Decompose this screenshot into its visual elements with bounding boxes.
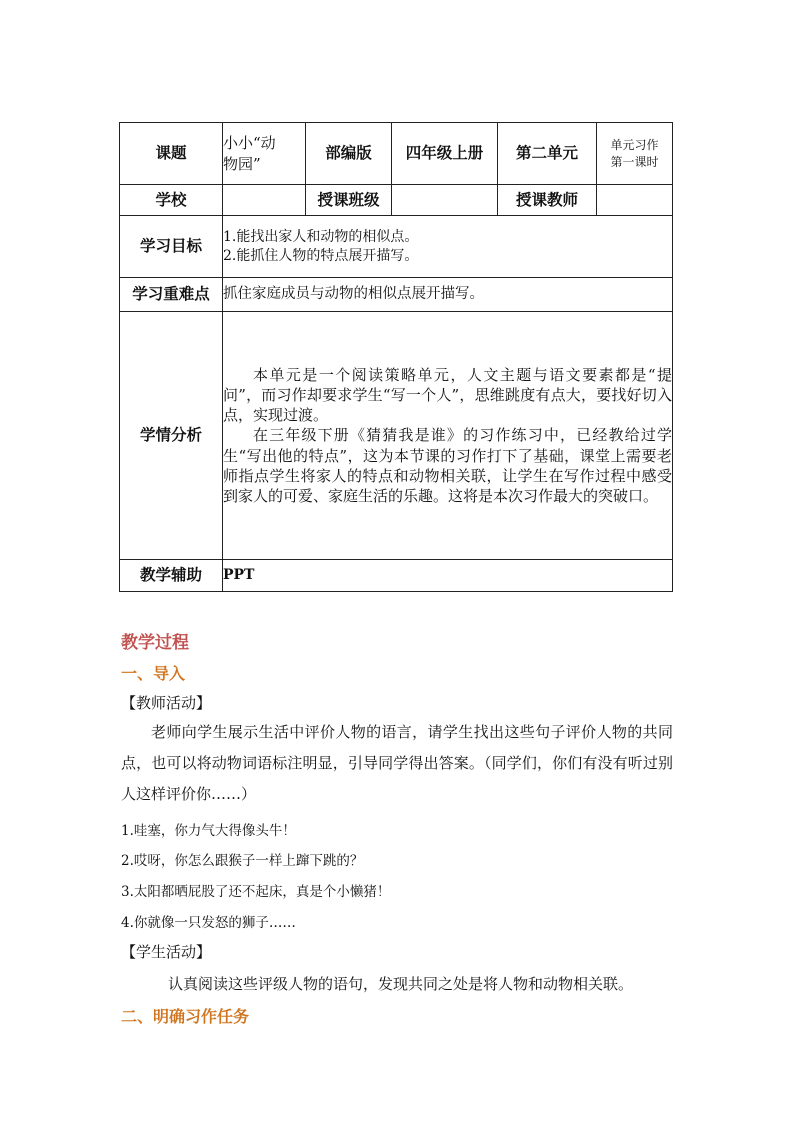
lesson-line: 单元习作: [610, 138, 659, 153]
lesson-info-table: [119, 122, 673, 592]
analysis-paragraph: 本单元是一个阅读策略单元，人文主题与语文要素都是“提问”，而习作却要求学生“写一个人”，思维跳度有点大，要找好切入点，实现过渡。: [223, 365, 672, 425]
goals-value: [223, 216, 673, 278]
section-heading-task: 二、明确习作任务: [121, 1007, 250, 1026]
topic-value-line: 物园”: [223, 154, 261, 173]
school-label: 学校: [120, 185, 223, 216]
goal-item: 2.能抓住人物的特点展开描写。: [223, 247, 419, 264]
key-points-label: 学习重难点: [120, 278, 223, 312]
table-row: [120, 123, 673, 185]
example-item: 2.哎呀，你怎么跟猴子一样上蹿下跳的？: [121, 853, 364, 869]
example-item: 3.太阳都晒屁股了还不起床，真是个小懒猪！: [121, 884, 391, 900]
grade-cell: 四年级上册: [392, 123, 498, 185]
table-row: [120, 560, 673, 592]
example-item: 4.你就像一只发怒的狮子……: [121, 915, 296, 931]
teacher-activity-heading: 【教师活动】: [121, 694, 212, 712]
goals-label: 学习目标: [120, 216, 223, 278]
topic-value-line: 小小“动: [223, 134, 276, 153]
unit-cell: 第二单元: [498, 123, 597, 185]
student-activity-text: 认真阅读这些评级人物的语句，发现共同之处是将人物和动物相关联。: [168, 975, 634, 993]
edition-cell: 部编版: [306, 123, 392, 185]
teacher-label: 授课教师: [498, 185, 597, 216]
lesson-line: 第一课时: [610, 154, 659, 169]
table-row: [120, 278, 673, 312]
process-title: 教学过程: [121, 633, 189, 653]
analysis-label: 学情分析: [120, 312, 223, 560]
class-label: 授课班级: [306, 185, 392, 216]
topic-value: [223, 123, 306, 185]
analysis-paragraph: 在三年级下册《猜猜我是谁》的习作练习中，已经教给过学生“写出他的特点”，这为本节课的习作打下了基础，课堂上需要老师指点学生将家人的特点和动物相关联，让学生在写作过程中感受到家人的可爱、家庭生活的乐趣。这将是本次习作最大的突破口。: [223, 426, 672, 506]
key-points-value: 抓住家庭成员与动物的相似点展开描写。: [223, 278, 673, 312]
teacher-activity-paragraph: 老师向学生展示生活中评价人物的语言，请学生找出这些句子评价人物的共同点，也可以将动物词语标注明显，引导同学得出答案。（同学们，你们有没有听过别人这样评价你……）: [121, 723, 673, 803]
table-row: [120, 216, 673, 278]
example-item: 1.哇塞，你力气大得像头牛！: [121, 823, 296, 839]
aid-label: 教学辅助: [120, 560, 223, 592]
school-value: [223, 185, 306, 216]
teacher-value: [597, 185, 673, 216]
analysis-value: [223, 312, 673, 560]
aid-value: PPT: [223, 560, 673, 592]
table-row: [120, 312, 673, 560]
lesson-cell: [597, 123, 673, 185]
section-heading-intro: 一、导入: [121, 664, 186, 683]
student-activity-heading: 【学生活动】: [121, 943, 212, 961]
table-row: [120, 185, 673, 216]
goal-item: 1.能找出家人和动物的相似点。: [223, 228, 419, 245]
class-value: [392, 185, 498, 216]
topic-label: 课题: [120, 123, 223, 185]
